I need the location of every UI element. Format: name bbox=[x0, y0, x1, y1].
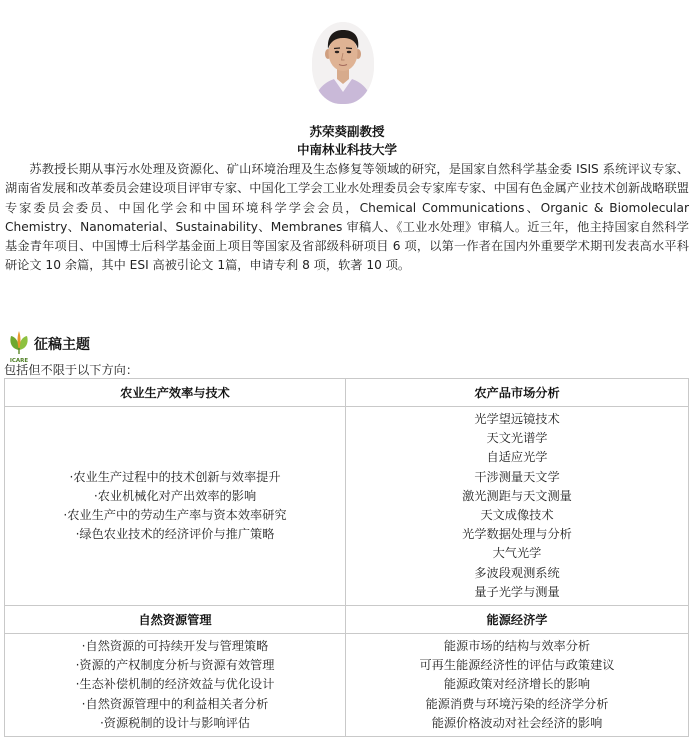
topic-item: ·农业生产中的劳动生产率与资本效率研究 bbox=[63, 508, 287, 523]
topic-item: ·生态补偿机制的经济效益与优化设计 bbox=[75, 677, 275, 692]
topic-item: 能源市场的结构与效率分析 bbox=[443, 639, 591, 654]
topic-heading: 农业生产效率与技术 bbox=[5, 379, 346, 407]
speaker-bio: 苏教授长期从事污水处理及资源化、矿山环境治理及生态修复等领域的研究，是国家自然科学基金委 ISIS 系统评议专家、湖南省发展和改革委员会建设项目评审专家、中国化工学会工业水处理委员会专家库专家、中国有色金属产业技术创新战略联盟专家委员会委员、中国化学会和中国环境科学学会会员，Chemical Communications、Organic & Biomolecular Chemistry、Nanomaterial、Sustainability、Membranes 审稿人、《工业水处理》审稿人。近三年，他主持国家自然科学基金青年项目、中国博士后科学基金面上项目等国家及省部级科研项目 6 项，以第一作者在国内外重要学术期刊发表高水平科研论文 10 余篇，其中 ESI 高被引论文 1篇，申请专利 8 项，软著 10 项。 bbox=[5, 162, 689, 273]
topic-item: 天文成像技术 bbox=[480, 508, 554, 523]
table-row bbox=[5, 634, 689, 737]
portrait-image bbox=[312, 22, 374, 104]
topic-item: 干涉测量天文学 bbox=[474, 469, 560, 484]
topics-table bbox=[4, 378, 689, 737]
topic-item: 能源消费与环境污染的经济学分析 bbox=[425, 696, 609, 711]
table-row bbox=[5, 407, 689, 606]
section-title: 征稿主题 bbox=[34, 337, 90, 353]
table-row bbox=[5, 379, 689, 407]
topic-item: ·农业机械化对产出效率的影响 bbox=[93, 488, 257, 503]
topic-item: 量子光学与测量 bbox=[474, 584, 560, 599]
topic-heading: 能源经济学 bbox=[346, 606, 689, 634]
topic-item: ·资源税制的设计与影响评估 bbox=[99, 715, 251, 730]
icare-logo-icon bbox=[6, 328, 32, 364]
topic-heading: 农产品市场分析 bbox=[346, 379, 689, 407]
topic-item: 多波段观测系统 bbox=[474, 565, 560, 580]
topic-item: 天文光谱学 bbox=[486, 431, 548, 446]
topic-cell bbox=[346, 634, 689, 737]
topic-item: 能源价格波动对社会经济的影响 bbox=[431, 715, 603, 730]
topic-item: 光学望远镜技术 bbox=[474, 412, 560, 426]
topic-cell bbox=[5, 407, 346, 606]
topic-cell bbox=[346, 407, 689, 606]
topic-item: ·绿色农业技术的经济评价与推广策略 bbox=[75, 527, 275, 542]
speaker-photo bbox=[312, 22, 374, 104]
table-row bbox=[5, 606, 689, 634]
logo-text: ICARE bbox=[9, 358, 29, 364]
section-intro: 包括但不限于以下方向： bbox=[4, 363, 139, 377]
topic-item: 自适应光学 bbox=[486, 450, 548, 465]
topic-item: 大气光学 bbox=[492, 546, 542, 561]
topic-item: 可再生能源经济性的评估与政策建议 bbox=[419, 658, 615, 673]
topic-item: ·自然资源的可持续开发与管理策略 bbox=[81, 639, 269, 654]
speaker-name: 苏荣葵副教授 bbox=[309, 124, 385, 139]
topic-item: 光学数据处理与分析 bbox=[462, 527, 572, 542]
topic-item: ·资源的产权制度分析与资源有效管理 bbox=[75, 658, 275, 673]
topic-item: ·农业生产过程中的技术创新与效率提升 bbox=[69, 469, 281, 484]
topic-item: 能源政策对经济增长的影响 bbox=[443, 677, 591, 692]
topic-item: ·自然资源管理中的利益相关者分析 bbox=[81, 696, 269, 711]
topic-heading: 自然资源管理 bbox=[5, 606, 346, 634]
topic-cell bbox=[5, 634, 346, 737]
speaker-affiliation: 中南林业科技大学 bbox=[296, 142, 397, 157]
topic-item: 激光测距与天文测量 bbox=[462, 488, 572, 503]
